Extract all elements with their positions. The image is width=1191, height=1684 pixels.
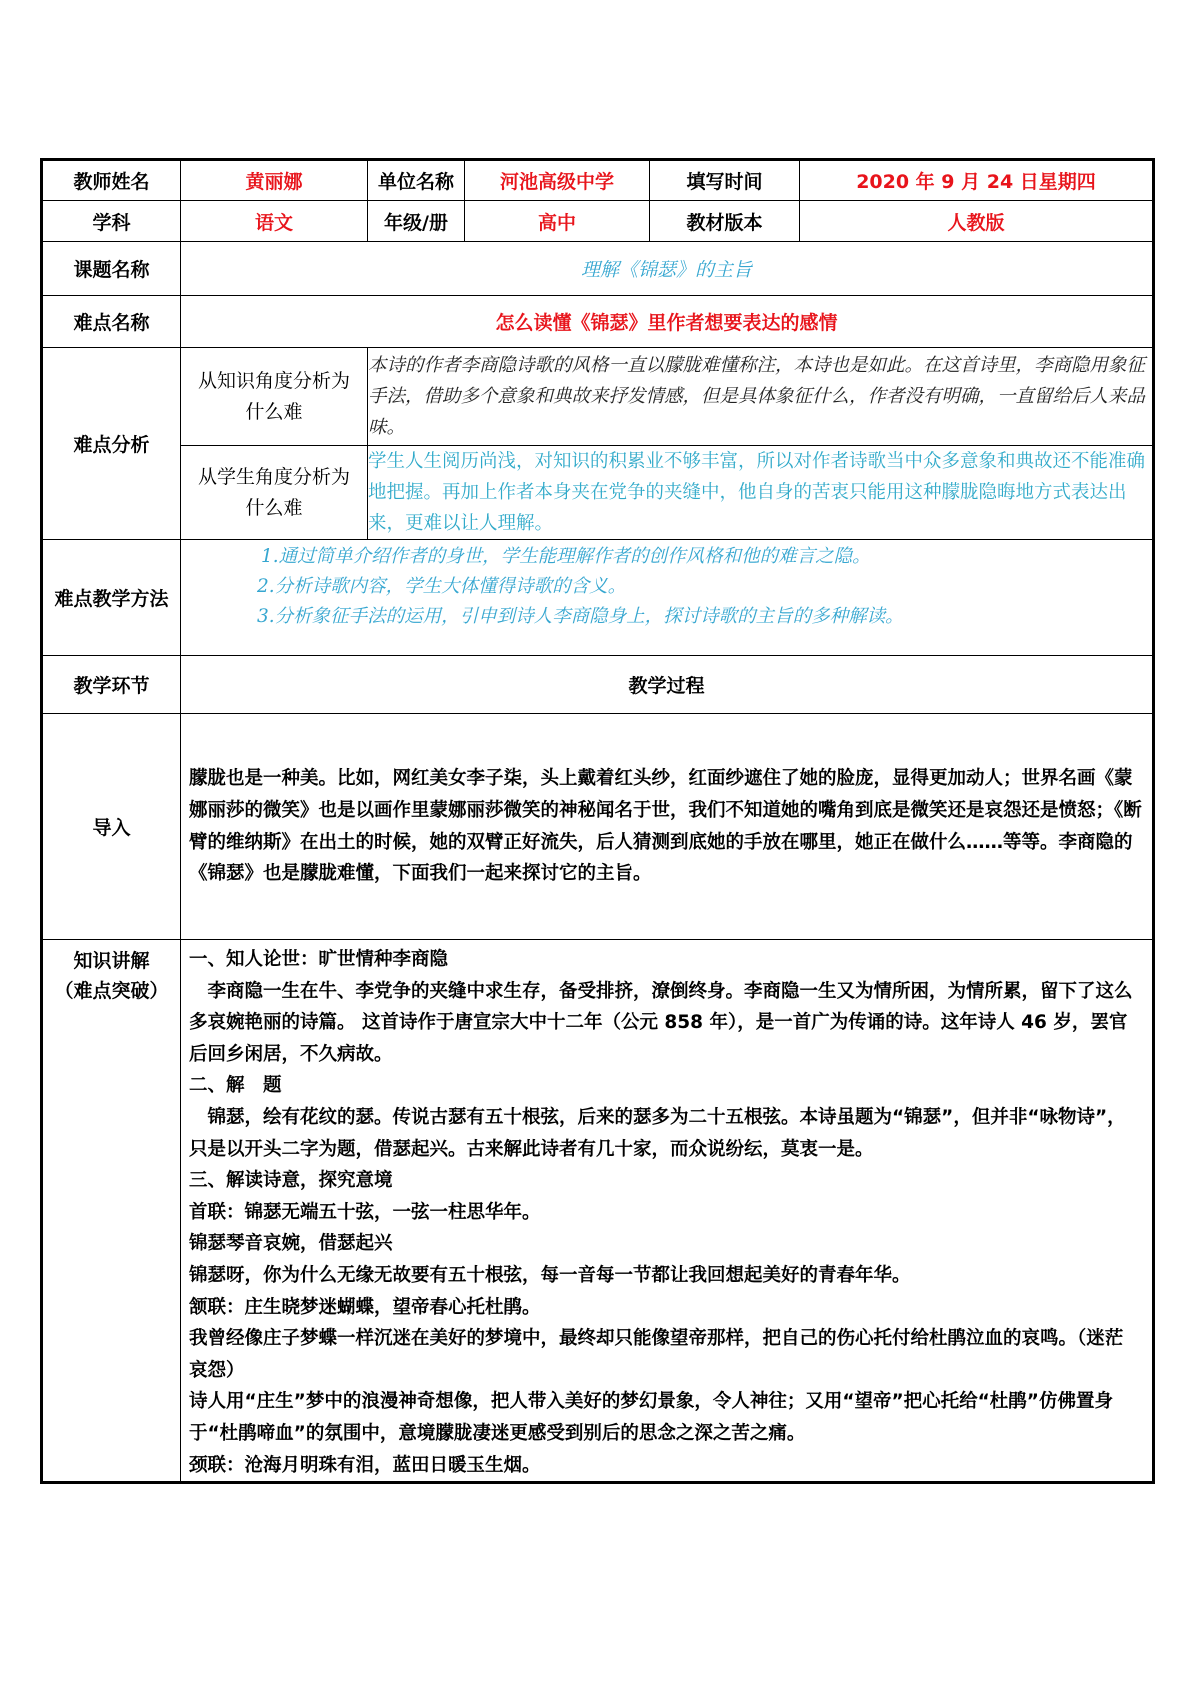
topic-label: 课题名称 xyxy=(42,242,181,296)
knowledge-label-line1: 知识讲解 xyxy=(73,950,150,972)
grade-value: 高中 xyxy=(465,201,650,242)
knowledge-angle-text: 本诗的作者李商隐诗歌的风格一直以朦胧难懂称注，本诗也是如此。在这首诗里，李商隐用象征手法，借助多个意象和典故来抒发情感，但是具体象征什么，作者没有明确，一直留给后人来品味。 xyxy=(368,348,1154,446)
methods-list xyxy=(181,540,1154,656)
stage-label: 教学环节 xyxy=(42,656,181,714)
difficulty-label: 难点名称 xyxy=(42,296,181,348)
date-value: 2020 年 9 月 24 日星期四 xyxy=(800,160,1154,201)
intro-row xyxy=(42,714,1154,940)
knowledge-line: 颔联：庄生晓梦迷蝴蝶，望帝春心托杜鹃。 xyxy=(189,1296,541,1318)
grade-label: 年级/册 xyxy=(368,201,465,242)
student-angle-text: 学生人生阅历尚浅，对知识的积累业不够丰富，所以对作者诗歌当中众多意象和典故还不能准确地把握。再加上作者本身夹在党争的夹缝中，他自身的苦衷只能用这种朦胧隐晦地方式表达出来，更难以让人理解。 xyxy=(368,446,1154,540)
difficulty-value: 怎么读懂《锦瑟》里作者想要表达的感情 xyxy=(181,296,1154,348)
knowledge-line: 二、解 题 xyxy=(189,1075,282,1097)
edition-label: 教材版本 xyxy=(650,201,800,242)
knowledge-row xyxy=(42,940,1154,1483)
lesson-plan-table xyxy=(40,158,1155,1484)
methods-label: 难点教学方法 xyxy=(42,540,181,656)
knowledge-angle-label: 从知识角度分析为什么难 xyxy=(181,348,368,446)
knowledge-cell xyxy=(181,940,1154,1483)
student-angle-label: 从学生角度分析为什么难 xyxy=(181,446,368,540)
intro-text: 朦胧也是一种美。比如，网红美女李子柒，头上戴着红头纱，红面纱遮住了她的脸庞，显得更加动人；世界名画《蒙娜丽莎的微笑》也是以画作里蒙娜丽莎微笑的神秘闻名于世，我们不知道她的嘴角到底是微笑还是哀怨还是愤怒；《断臂的维纳斯》在出土的时候，她的双臂正好流失，后人猜测到底她的手放在哪里，她正在做什么……等等。李商隐的《锦瑟》也是朦胧难懂，下面我们一起来探讨它的主旨。 xyxy=(189,768,1142,885)
process-label: 教学过程 xyxy=(181,656,1154,714)
intro-label: 导入 xyxy=(42,714,181,940)
difficulty-row xyxy=(42,296,1154,348)
teacher-label: 教师姓名 xyxy=(42,160,181,201)
knowledge-body xyxy=(181,944,1152,1481)
knowledge-line: 锦瑟琴音哀婉，借瑟起兴 xyxy=(189,1233,393,1255)
knowledge-line: 一、知人论世：旷世情种李商隐 xyxy=(189,949,449,970)
knowledge-line: 锦瑟呀，你为什么无缘无故要有五十根弦，每一音每一节都让我回想起美好的青春年华。 xyxy=(189,1264,911,1286)
analysis-knowledge-row xyxy=(42,348,1154,446)
edition-value: 人教版 xyxy=(800,201,1154,242)
unit-label: 单位名称 xyxy=(368,160,465,201)
knowledge-line: 我曾经像庄子梦蝶一样沉迷在美好的梦境中，最终却只能像望帝那样，把自己的伤心托付给杜鹃泣血的哀鸣。（迷茫 哀怨） xyxy=(189,1328,1124,1381)
unit-value: 河池高级中学 xyxy=(465,160,650,201)
header-row-1 xyxy=(42,160,1154,201)
methods-row xyxy=(42,540,1154,656)
knowledge-line: 三、解读诗意，探究意境 xyxy=(189,1170,393,1192)
topic-row xyxy=(42,242,1154,296)
knowledge-line: 李商隐一生在牛、李党争的夹缝中求生存，备受排挤，潦倒终身。李商隐一生又为情所困，为情所累，留下了这么多哀婉艳丽的诗篇。 这首诗作于唐宣宗大中十二年（公元 858 年），是一首广为传诵的诗。这年诗人 46 岁，罢官后回乡闲居，不久病故。 xyxy=(189,980,1133,1065)
teacher-value: 黄丽娜 xyxy=(181,160,368,201)
knowledge-label-line2: （难点突破） xyxy=(54,980,169,1002)
method-item: 3.分析象征手法的运用，引申到诗人李商隐身上，探讨诗歌的主旨的多种解读。 xyxy=(257,606,904,627)
subject-value: 语文 xyxy=(181,201,368,242)
analysis-label: 难点分析 xyxy=(42,348,181,540)
date-label: 填写时间 xyxy=(650,160,800,201)
knowledge-line: 首联：锦瑟无端五十弦，一弦一柱思华年。 xyxy=(189,1201,541,1223)
knowledge-label xyxy=(42,940,181,1483)
method-item: 1.通过简单介绍作者的身世，学生能理解作者的创作风格和他的难言之隐。 xyxy=(261,546,871,567)
subject-label: 学科 xyxy=(42,201,181,242)
knowledge-line: 颈联：沧海月明珠有泪，蓝田日暖玉生烟。 xyxy=(189,1454,541,1476)
analysis-student-row xyxy=(42,446,1154,540)
intro-cell xyxy=(181,714,1154,940)
topic-value: 理解《锦瑟》的主旨 xyxy=(181,242,1154,296)
knowledge-line: 锦瑟，绘有花纹的瑟。传说古瑟有五十根弦，后来的瑟多为二十五根弦。本诗虽题为“锦瑟”，但并非“咏物诗”，只是以开头二字为题，借瑟起兴。古来解此诗者有几十家，而众说纷纭，莫衷一是。 xyxy=(189,1106,1126,1160)
method-item: 2.分析诗歌内容，学生大体懂得诗歌的含义。 xyxy=(257,576,627,597)
knowledge-line: 诗人用“庄生”梦中的浪漫神奇想像，把人带入美好的梦幻景象，令人神往；又用“望帝”把心托给“杜鹃”仿佛置身于“杜鹃啼血”的氛围中，意境朦胧凄迷更感受到别后的思念之深之苦之痛。 xyxy=(189,1391,1113,1444)
process-header-row xyxy=(42,656,1154,714)
header-row-2 xyxy=(42,201,1154,242)
